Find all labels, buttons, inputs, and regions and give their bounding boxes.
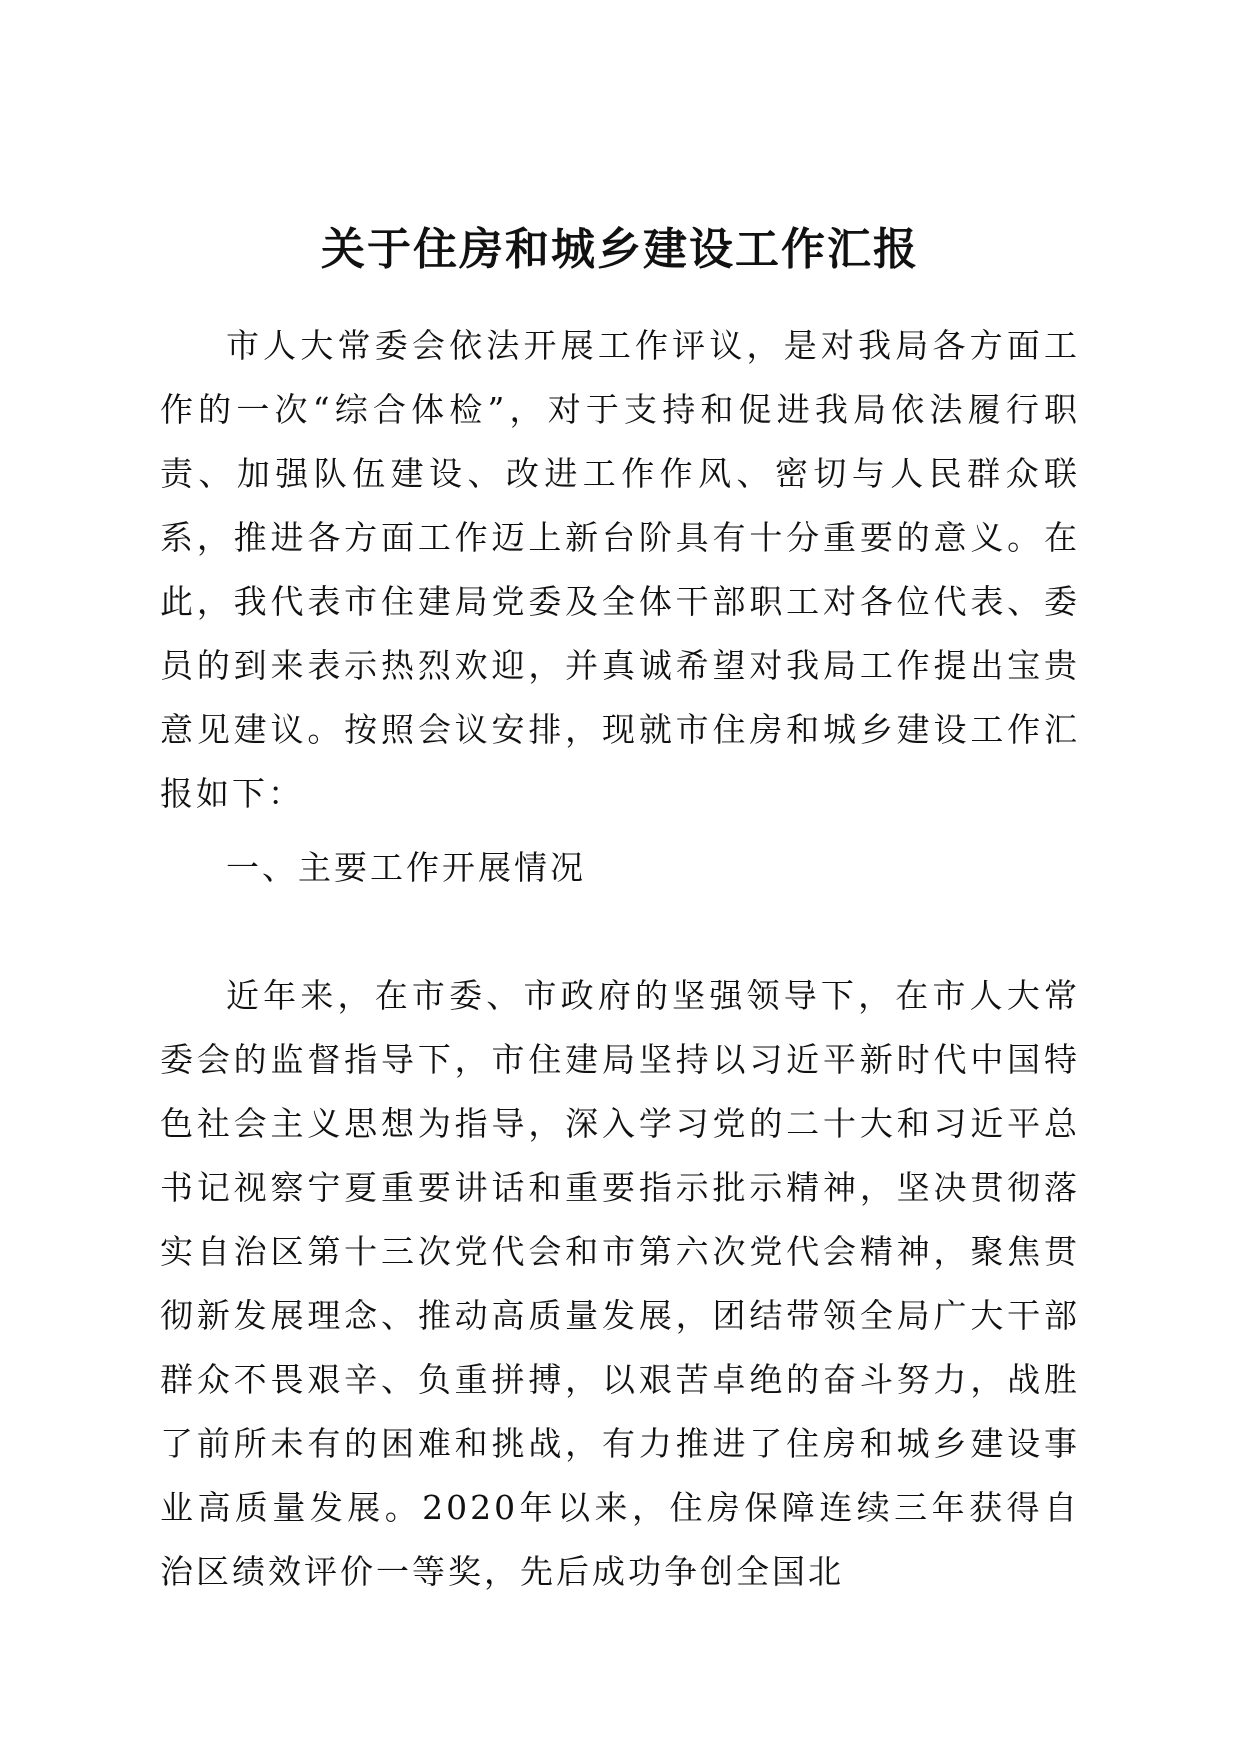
work-overview-paragraph: 近年来，在市委、市政府的坚强领导下，在市人大常委会的监督指导下，市住建局坚持以习近平新时代中国特色社会主义思想为指导，深入学习党的二十大和习近平总书记视察宁夏重要讲话和重要指示批示精神，坚决贯彻落实自治区第十三次党代会和市第六次党代会精神，聚焦贯彻新发展理念、推动高质量发展，团结带领全局广大干部群众不畏艰辛、负重拼搏，以艰苦卓绝的奋斗努力，战胜了前所未有的困难和挑战，有力推进了住房和城乡建设事业高质量发展。2020年以来，住房保障连续三年获得自治区绩效评价一等奖，先后成功争创全国北: [160, 976, 1080, 1591]
section-heading-main-work: 一、主要工作开展情况: [226, 848, 586, 887]
intro-paragraph: 市人大常委会依法开展工作评议，是对我局各方面工作的一次“综合体检”，对于支持和促进我局依法履行职责、加强队伍建设、改进工作作风、密切与人民群众联系，推进各方面工作迈上新台阶具有十分重要的意义。在此，我代表市住建局党委及全体干部职工对各位代表、委员的到来表示热烈欢迎，并真诚希望对我局工作提出宝贵意见建议。按照会议安排，现就市住房和城乡建设工作汇报如下：: [160, 326, 1080, 813]
document-title: 关于住房和城乡建设工作汇报: [321, 224, 919, 275]
